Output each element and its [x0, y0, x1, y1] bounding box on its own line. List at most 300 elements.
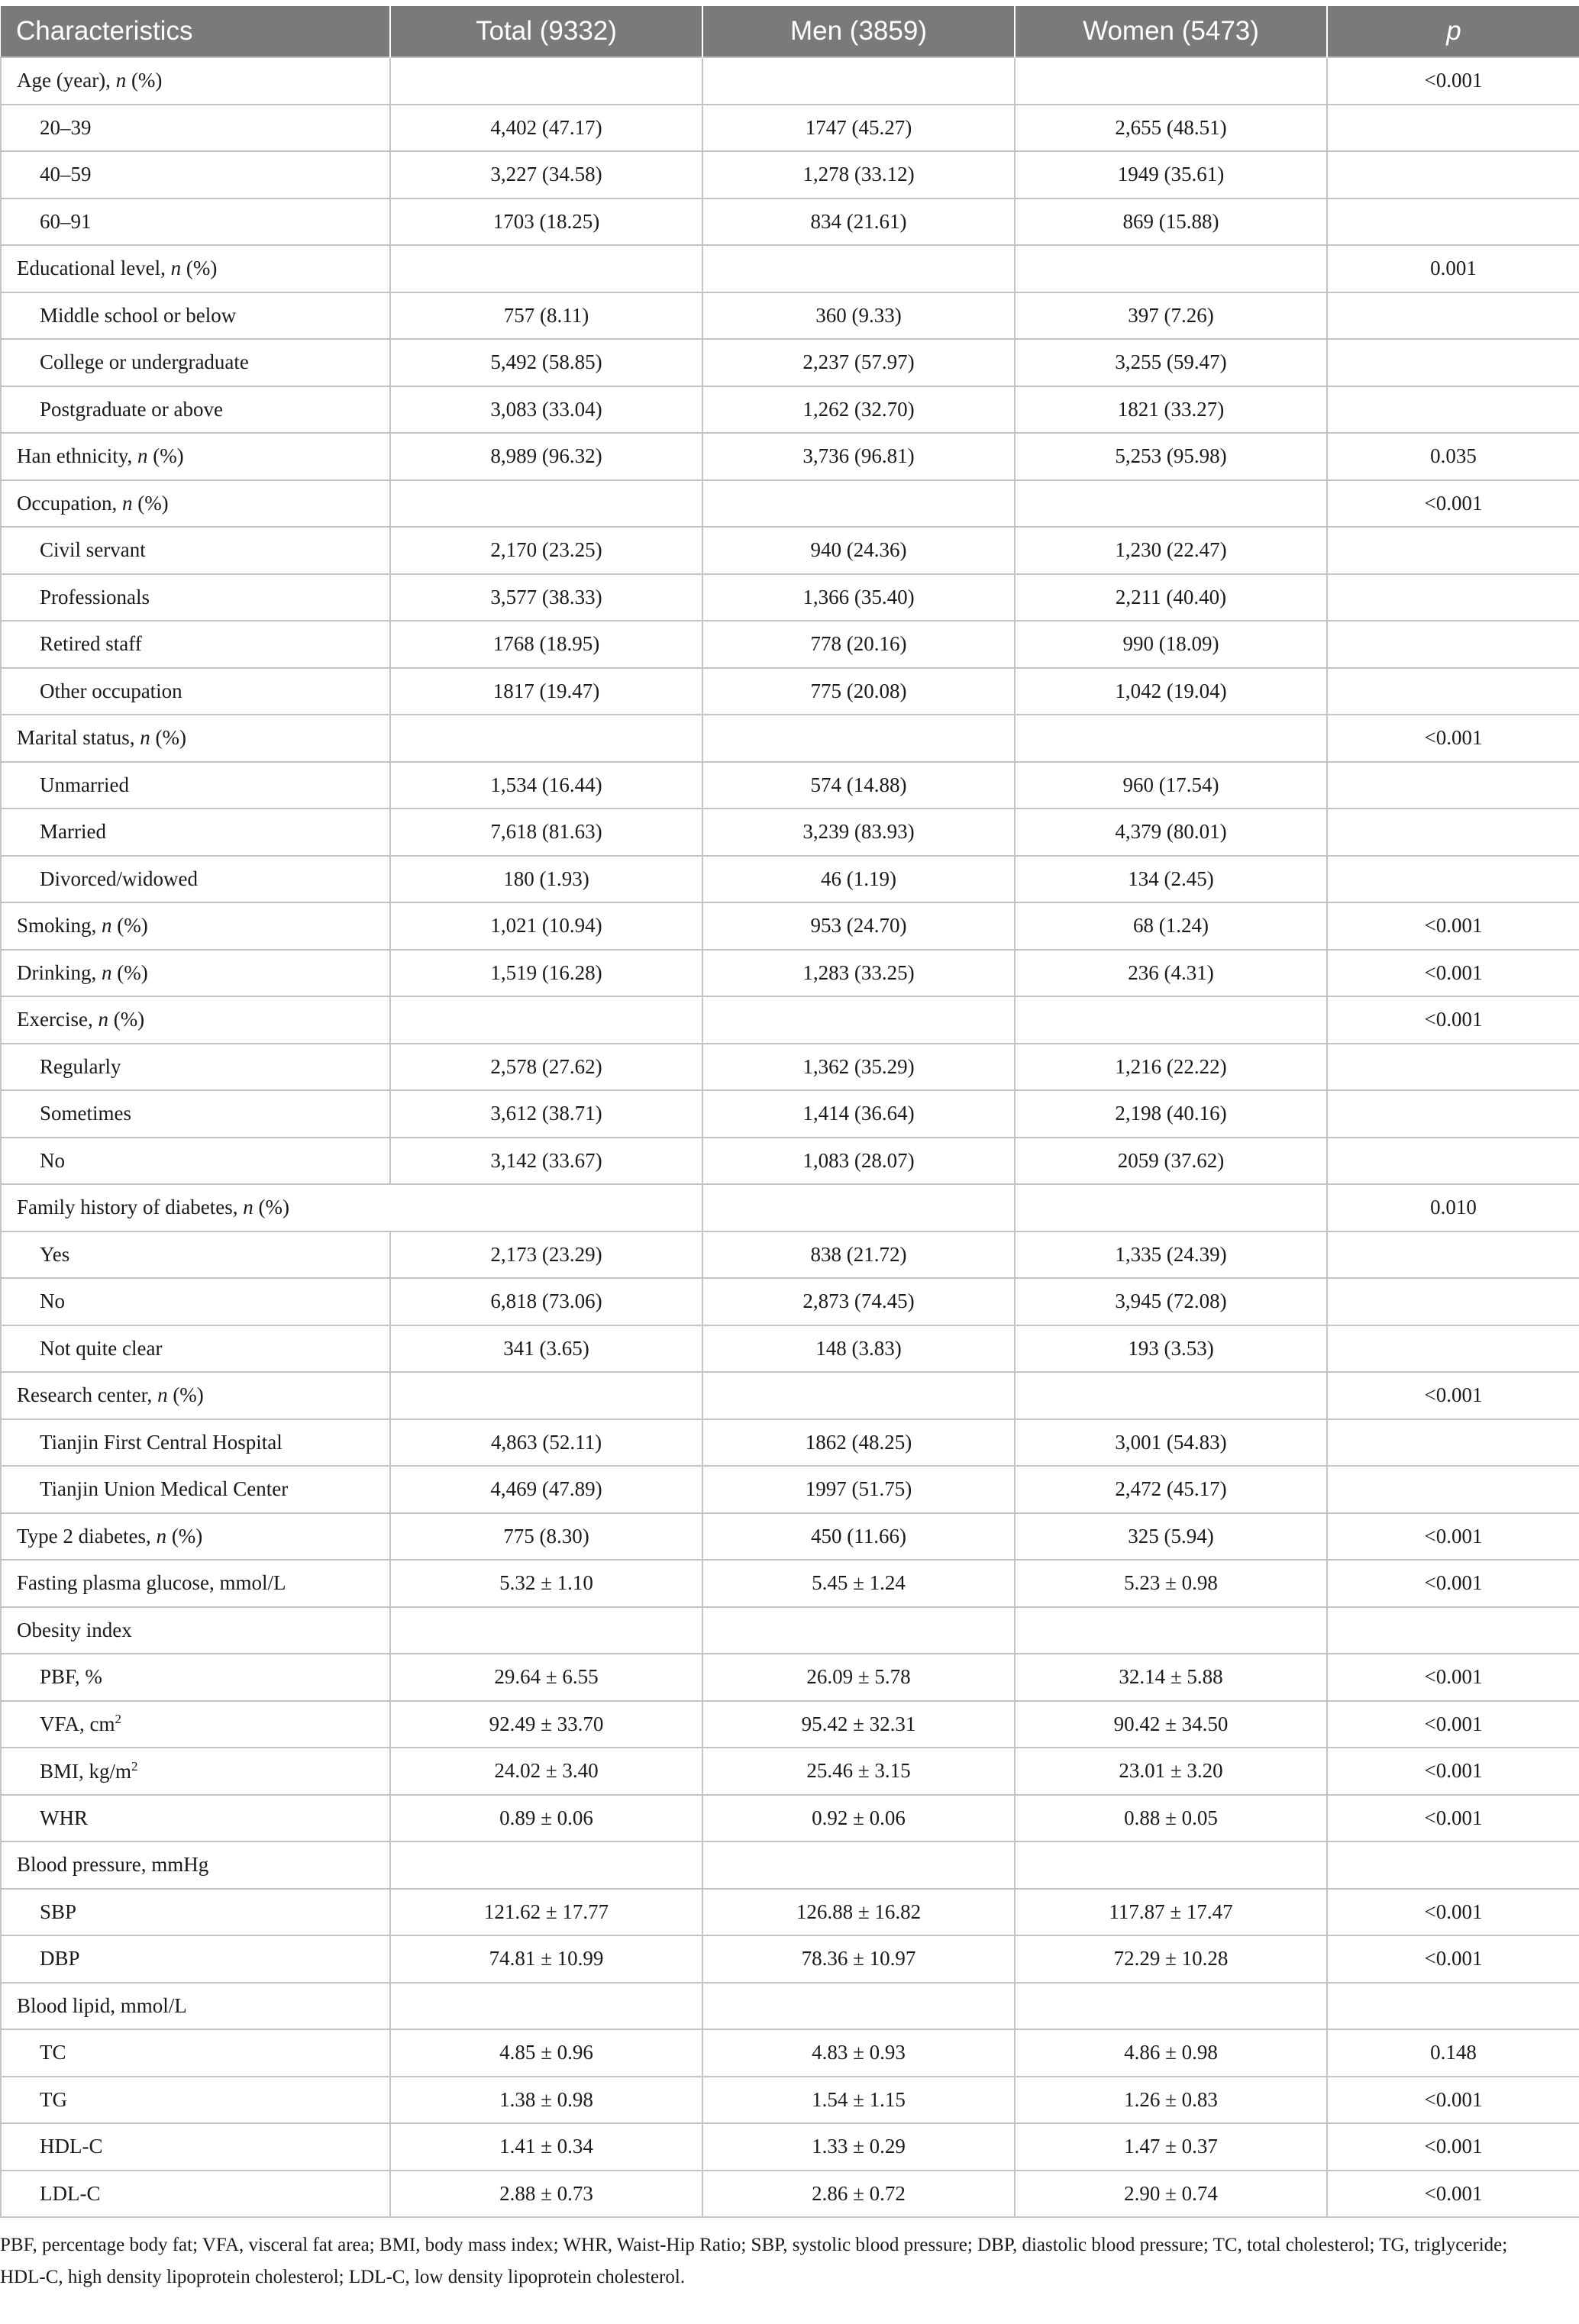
cell-total: 2.88 ± 0.73	[390, 2171, 702, 2218]
cell-total: 1.38 ± 0.98	[390, 2077, 702, 2124]
table-row	[1, 1044, 1579, 1091]
row-label	[1, 527, 390, 574]
cell-total: 5.32 ± 1.10	[390, 1560, 702, 1607]
cell-total: 1,519 (16.28)	[390, 950, 702, 997]
row-label-text: SBP	[40, 1900, 77, 1923]
table-row	[1, 1935, 1579, 1983]
cell-men: 46 (1.19)	[702, 856, 1015, 903]
table-row	[1, 1138, 1579, 1185]
row-label-text: Tianjin Union Medical Center	[40, 1477, 289, 1501]
table-row	[1, 1795, 1579, 1842]
cell-total: 5,492 (58.85)	[390, 339, 702, 386]
row-label-n: n	[137, 444, 148, 468]
cell-total: 3,083 (33.04)	[390, 386, 702, 434]
cell-total: 6,818 (73.06)	[390, 1278, 702, 1325]
cell-women: 869 (15.88)	[1015, 199, 1327, 246]
row-label-text: Yes	[40, 1242, 70, 1266]
row-label-suffix: (%)	[132, 491, 169, 515]
cell-p	[1327, 339, 1579, 386]
table-row	[1, 809, 1579, 856]
row-label-text: Drinking,	[17, 960, 102, 984]
row-label-n: n	[98, 1008, 108, 1031]
cell-p	[1327, 1325, 1579, 1373]
cell-p: <0.001	[1327, 1513, 1579, 1561]
cell-p: <0.001	[1327, 2123, 1579, 2171]
row-label-text: Marital status,	[17, 726, 140, 750]
cell-men	[702, 1841, 1015, 1889]
cell-total: 775 (8.30)	[390, 1513, 702, 1561]
cell-women: 1,042 (19.04)	[1015, 668, 1327, 715]
cell-men: 2,237 (57.97)	[702, 339, 1015, 386]
cell-p	[1327, 1983, 1579, 2030]
table-row	[1, 1889, 1579, 1936]
cell-men: 778 (20.16)	[702, 621, 1015, 668]
row-label-n: n	[102, 914, 112, 938]
row-label	[1, 2123, 390, 2171]
row-label-n: n	[156, 1524, 167, 1548]
row-label-n: n	[157, 1383, 168, 1407]
row-label-suffix: (%)	[166, 1524, 203, 1548]
row-label-text: TG	[40, 2087, 67, 2111]
cell-p	[1327, 574, 1579, 621]
header-row	[1, 6, 1579, 57]
row-label-n: n	[140, 726, 150, 750]
cell-men: 126.88 ± 16.82	[702, 1889, 1015, 1936]
table-row	[1, 1325, 1579, 1373]
table-row	[1, 1372, 1579, 1419]
cell-men: 1997 (51.75)	[702, 1466, 1015, 1513]
cell-men	[702, 715, 1015, 762]
cell-total: 4,863 (52.11)	[390, 1419, 702, 1467]
table-row	[1, 856, 1579, 903]
cell-total	[390, 715, 702, 762]
header-men: Men (3859)	[702, 6, 1015, 57]
row-label-n: n	[115, 69, 127, 92]
row-label	[1, 950, 390, 997]
cell-p: <0.001	[1327, 1748, 1579, 1795]
cell-total	[390, 1841, 702, 1889]
cell-p	[1327, 1138, 1579, 1185]
cell-women: 1.47 ± 0.37	[1015, 2123, 1327, 2171]
row-label-text: No	[40, 1148, 65, 1172]
cell-total: 4,402 (47.17)	[390, 105, 702, 152]
table-row	[1, 292, 1579, 340]
row-label	[1, 1560, 390, 1607]
cell-men: 834 (21.61)	[702, 199, 1015, 246]
row-label	[1, 1513, 390, 1561]
table-row	[1, 1231, 1579, 1279]
cell-p	[1327, 527, 1579, 574]
table-row	[1, 151, 1579, 199]
table-row	[1, 1090, 1579, 1138]
cell-total: 1703 (18.25)	[390, 199, 702, 246]
cell-p: <0.001	[1327, 1560, 1579, 1607]
row-label-text: Professionals	[40, 585, 150, 608]
row-label-text: Exercise,	[17, 1008, 98, 1031]
cell-women: 90.42 ± 34.50	[1015, 1701, 1327, 1748]
cell-women: 1.26 ± 0.83	[1015, 2077, 1327, 2124]
table-row	[1, 245, 1579, 292]
cell-total: 1,021 (10.94)	[390, 902, 702, 950]
row-label-suffix: (%)	[126, 69, 163, 92]
cell-men: 78.36 ± 10.97	[702, 1935, 1015, 1983]
row-label	[1, 386, 390, 434]
table-row	[1, 480, 1579, 528]
cell-women: 1,230 (22.47)	[1015, 527, 1327, 574]
cell-women: 2,198 (40.16)	[1015, 1090, 1327, 1138]
row-label-text: 20–39	[40, 115, 92, 139]
cell-total	[390, 245, 702, 292]
cell-men: 2,873 (74.45)	[702, 1278, 1015, 1325]
row-label-text: Age (year),	[17, 69, 116, 92]
cell-total	[390, 480, 702, 528]
cell-p: <0.001	[1327, 1795, 1579, 1842]
row-label-text: 60–91	[40, 209, 92, 233]
cell-total: 7,618 (81.63)	[390, 809, 702, 856]
row-label	[1, 1231, 390, 1279]
row-label-text: Blood pressure, mmHg	[17, 1853, 209, 1877]
table-row	[1, 762, 1579, 809]
table-row	[1, 1748, 1579, 1795]
row-label	[1, 1983, 390, 2030]
row-label	[1, 1325, 390, 1373]
table-row	[1, 2029, 1579, 2077]
row-label-text: College or undergraduate	[40, 350, 249, 374]
cell-total: 1768 (18.95)	[390, 621, 702, 668]
cell-women: 2059 (37.62)	[1015, 1138, 1327, 1185]
cell-men: 1747 (45.27)	[702, 105, 1015, 152]
row-label-text: Civil servant	[40, 538, 146, 562]
row-label-text: Not quite clear	[40, 1336, 163, 1360]
cell-total: 1.41 ± 0.34	[390, 2123, 702, 2171]
cell-total: 3,577 (38.33)	[390, 574, 702, 621]
cell-women: 236 (4.31)	[1015, 950, 1327, 997]
cell-total: 0.89 ± 0.06	[390, 1795, 702, 1842]
cell-men	[702, 996, 1015, 1044]
row-label	[1, 151, 390, 199]
cell-women: 72.29 ± 10.28	[1015, 1935, 1327, 1983]
table-row	[1, 1419, 1579, 1467]
table-row	[1, 621, 1579, 668]
cell-total: 341 (3.65)	[390, 1325, 702, 1373]
row-label	[1, 57, 390, 105]
cell-men: 1.54 ± 1.15	[702, 2077, 1015, 2124]
cell-men: 1,083 (28.07)	[702, 1138, 1015, 1185]
cell-total: 2,170 (23.25)	[390, 527, 702, 574]
cell-women: 1949 (35.61)	[1015, 151, 1327, 199]
table-row	[1, 105, 1579, 152]
cell-women: 23.01 ± 3.20	[1015, 1748, 1327, 1795]
cell-p	[1327, 151, 1579, 199]
cell-total: 4,469 (47.89)	[390, 1466, 702, 1513]
cell-total	[390, 996, 702, 1044]
cell-men	[702, 1607, 1015, 1654]
row-label	[1, 1889, 390, 1936]
cell-women	[1015, 996, 1327, 1044]
row-label	[1, 433, 390, 480]
row-label	[1, 1138, 390, 1185]
cell-women: 1821 (33.27)	[1015, 386, 1327, 434]
cell-total: 757 (8.11)	[390, 292, 702, 340]
cell-women: 3,001 (54.83)	[1015, 1419, 1327, 1467]
row-label	[1, 1795, 390, 1842]
cell-women	[1015, 1983, 1327, 2030]
row-label-suffix: (%)	[111, 960, 148, 984]
cell-total: 8,989 (96.32)	[390, 433, 702, 480]
cell-women: 3,255 (59.47)	[1015, 339, 1327, 386]
row-label-text: Research center,	[17, 1383, 158, 1407]
cell-women	[1015, 1372, 1327, 1419]
row-label	[1, 1935, 390, 1983]
table-footnote: PBF, percentage body fat; VFA, visceral fat area; BMI, body mass index; WHR, Waist-Hip Ratio; SBP, systolic blood pressure; DBP, diastolic blood pressure; TC, total cholesterol; TG, triglyceride; HDL-C, high density lipoprotein cholesterol; LDL-C, low density lipoprotein cholesterol.	[0, 2235, 1508, 2287]
row-label-text: Family history of diabetes,	[17, 1196, 244, 1219]
cell-men: 5.45 ± 1.24	[702, 1560, 1015, 1607]
cell-women: 3,945 (72.08)	[1015, 1278, 1327, 1325]
cell-women: 990 (18.09)	[1015, 621, 1327, 668]
cell-total: 24.02 ± 3.40	[390, 1748, 702, 1795]
cell-women: 5,253 (95.98)	[1015, 433, 1327, 480]
cell-p: 0.035	[1327, 433, 1579, 480]
table-row	[1, 1654, 1579, 1701]
row-label-text: TC	[40, 2041, 66, 2064]
header-total: Total (9332)	[390, 6, 702, 57]
cell-p: <0.001	[1327, 1654, 1579, 1701]
cell-total: 1817 (19.47)	[390, 668, 702, 715]
row-label	[1, 1372, 390, 1419]
cell-p: 0.001	[1327, 245, 1579, 292]
cell-p: <0.001	[1327, 1701, 1579, 1748]
cell-p	[1327, 856, 1579, 903]
cell-p	[1327, 199, 1579, 246]
table-row	[1, 1513, 1579, 1561]
cell-women: 193 (3.53)	[1015, 1325, 1327, 1373]
table-row	[1, 668, 1579, 715]
cell-p	[1327, 105, 1579, 152]
row-label	[1, 574, 390, 621]
cell-men: 1,278 (33.12)	[702, 151, 1015, 199]
row-label-text: PBF, %	[40, 1665, 102, 1689]
cell-men	[702, 245, 1015, 292]
cell-men: 1,283 (33.25)	[702, 950, 1015, 997]
cell-men: 838 (21.72)	[702, 1231, 1015, 1279]
cell-men: 940 (24.36)	[702, 527, 1015, 574]
cell-women: 1,335 (24.39)	[1015, 1231, 1327, 1279]
table-row	[1, 57, 1579, 105]
cell-total: 1,534 (16.44)	[390, 762, 702, 809]
cell-men: 1,262 (32.70)	[702, 386, 1015, 434]
row-label-text: VFA, cm	[40, 1712, 115, 1736]
cell-women	[1015, 1607, 1327, 1654]
cell-p	[1327, 762, 1579, 809]
table-row	[1, 1184, 1579, 1231]
cell-total: 92.49 ± 33.70	[390, 1701, 702, 1748]
cell-p: <0.001	[1327, 715, 1579, 762]
row-label	[1, 292, 390, 340]
cell-p: 0.148	[1327, 2029, 1579, 2077]
row-label-n: n	[102, 960, 112, 984]
row-label-text: Married	[40, 820, 106, 844]
cell-women: 4,379 (80.01)	[1015, 809, 1327, 856]
cell-women	[1015, 1184, 1327, 1231]
cell-men: 3,736 (96.81)	[702, 433, 1015, 480]
row-label-text: HDL-C	[40, 2135, 103, 2158]
cell-men: 450 (11.66)	[702, 1513, 1015, 1561]
cell-p: <0.001	[1327, 2077, 1579, 2124]
cell-women: 68 (1.24)	[1015, 902, 1327, 950]
row-label	[1, 996, 390, 1044]
table-row	[1, 1701, 1579, 1748]
cell-p	[1327, 1278, 1579, 1325]
cell-women: 5.23 ± 0.98	[1015, 1560, 1327, 1607]
row-label	[1, 1184, 702, 1231]
cell-p	[1327, 668, 1579, 715]
header-p: p	[1327, 6, 1579, 57]
cell-men: 1,414 (36.64)	[702, 1090, 1015, 1138]
cell-p	[1327, 809, 1579, 856]
cell-men: 1,362 (35.29)	[702, 1044, 1015, 1091]
cell-women: 2,211 (40.40)	[1015, 574, 1327, 621]
cell-total	[390, 1607, 702, 1654]
table-row	[1, 2123, 1579, 2171]
row-label-text: Postgraduate or above	[40, 397, 223, 421]
row-label-text: Regularly	[40, 1054, 121, 1078]
table-body	[1, 57, 1579, 2217]
cell-men: 775 (20.08)	[702, 668, 1015, 715]
row-label	[1, 1654, 390, 1701]
row-label	[1, 856, 390, 903]
table-row	[1, 386, 1579, 434]
cell-p	[1327, 1841, 1579, 1889]
table-header	[1, 6, 1579, 57]
cell-p: <0.001	[1327, 57, 1579, 105]
cell-p: <0.001	[1327, 996, 1579, 1044]
row-label-text: Middle school or below	[40, 303, 237, 327]
row-label	[1, 621, 390, 668]
cell-p	[1327, 292, 1579, 340]
table-row	[1, 574, 1579, 621]
cell-total: 3,142 (33.67)	[390, 1138, 702, 1185]
row-label	[1, 762, 390, 809]
cell-men	[702, 1983, 1015, 2030]
cell-women	[1015, 245, 1327, 292]
table-row	[1, 433, 1579, 480]
table-row	[1, 1607, 1579, 1654]
row-label-suffix: (%)	[181, 257, 218, 280]
table-row	[1, 1841, 1579, 1889]
table-row	[1, 527, 1579, 574]
table-row	[1, 950, 1579, 997]
cell-p: <0.001	[1327, 1372, 1579, 1419]
cell-women: 2.90 ± 0.74	[1015, 2171, 1327, 2218]
cell-men: 148 (3.83)	[702, 1325, 1015, 1373]
row-label	[1, 199, 390, 246]
cell-men: 4.83 ± 0.93	[702, 2029, 1015, 2077]
cell-total	[390, 57, 702, 105]
cell-p	[1327, 1090, 1579, 1138]
row-label-text: Educational level,	[17, 257, 171, 280]
cell-men: 953 (24.70)	[702, 902, 1015, 950]
row-label-n: n	[243, 1196, 253, 1219]
cell-p	[1327, 1607, 1579, 1654]
cell-women: 1,216 (22.22)	[1015, 1044, 1327, 1091]
cell-total: 29.64 ± 6.55	[390, 1654, 702, 1701]
header-characteristics: Characteristics	[1, 6, 390, 57]
row-label-text: 40–59	[40, 163, 92, 186]
row-label	[1, 1419, 390, 1467]
cell-p: <0.001	[1327, 902, 1579, 950]
cell-total	[390, 1983, 702, 2030]
row-label-text: Type 2 diabetes,	[17, 1524, 157, 1548]
cell-women	[1015, 57, 1327, 105]
row-label-n: n	[170, 257, 182, 280]
cell-total	[390, 1372, 702, 1419]
row-label	[1, 1044, 390, 1091]
cell-p	[1327, 1466, 1579, 1513]
row-label-text: Obesity index	[17, 1618, 132, 1641]
cell-total: 180 (1.93)	[390, 856, 702, 903]
cell-women: 117.87 ± 17.47	[1015, 1889, 1327, 1936]
row-label-text: Smoking,	[17, 914, 102, 938]
row-label-superscript: 2	[115, 1712, 121, 1727]
cell-men: 1862 (48.25)	[702, 1419, 1015, 1467]
table-row	[1, 1278, 1579, 1325]
cell-men: 3,239 (83.93)	[702, 809, 1015, 856]
cell-men	[702, 57, 1015, 105]
row-label-text: Retired staff	[40, 632, 142, 656]
table-row	[1, 1466, 1579, 1513]
row-label-text: Occupation,	[17, 491, 122, 515]
cell-p	[1327, 386, 1579, 434]
table-row	[1, 199, 1579, 246]
cell-men	[702, 1372, 1015, 1419]
row-label	[1, 480, 390, 528]
row-label-text: LDL-C	[40, 2181, 101, 2205]
table-row	[1, 1560, 1579, 1607]
cell-men: 25.46 ± 3.15	[702, 1748, 1015, 1795]
cell-men: 95.42 ± 32.31	[702, 1701, 1015, 1748]
cell-men: 2.86 ± 0.72	[702, 2171, 1015, 2218]
row-label-text: BMI, kg/m	[40, 1759, 132, 1783]
row-label-suffix: (%)	[167, 1383, 204, 1407]
cell-men: 1.33 ± 0.29	[702, 2123, 1015, 2171]
cell-p	[1327, 1231, 1579, 1279]
cell-p: <0.001	[1327, 1889, 1579, 1936]
table-row	[1, 902, 1579, 950]
row-label	[1, 715, 390, 762]
row-label	[1, 2029, 390, 2077]
cell-women: 325 (5.94)	[1015, 1513, 1327, 1561]
row-label	[1, 1841, 390, 1889]
cell-women: 134 (2.45)	[1015, 856, 1327, 903]
cell-p: <0.001	[1327, 480, 1579, 528]
row-label-suffix: (%)	[147, 444, 184, 468]
cell-women: 2,655 (48.51)	[1015, 105, 1327, 152]
row-label-text: Fasting plasma glucose, mmol/L	[17, 1571, 286, 1595]
row-label	[1, 1278, 390, 1325]
cell-total: 74.81 ± 10.99	[390, 1935, 702, 1983]
row-label-text: No	[40, 1289, 65, 1313]
row-label-suffix: (%)	[150, 726, 186, 750]
row-label	[1, 2171, 390, 2218]
row-label-text: WHR	[40, 1806, 88, 1829]
row-label	[1, 1466, 390, 1513]
table-row	[1, 2077, 1579, 2124]
row-label-text: Sometimes	[40, 1102, 131, 1125]
row-label	[1, 2077, 390, 2124]
cell-women	[1015, 480, 1327, 528]
cell-men: 360 (9.33)	[702, 292, 1015, 340]
row-label	[1, 809, 390, 856]
